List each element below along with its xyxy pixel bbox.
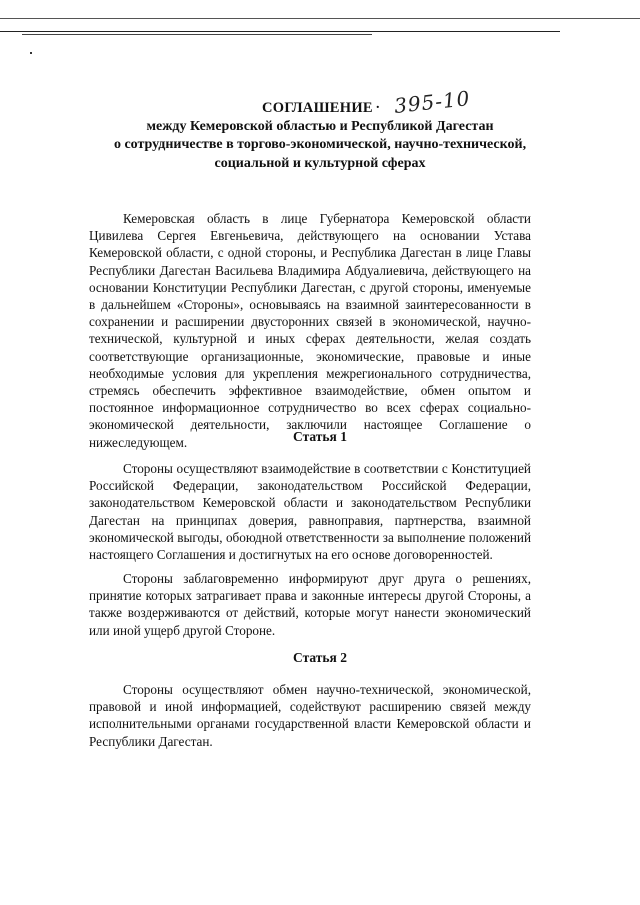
preamble-paragraph: Кемеровская область в лице Губернатора Кемеровской области Цивилева Сергея Евгеньевича, действующего на основании Устава Кемеровской области, с одной стороны, и Республика Дагестан в лице Главы Республики Дагестан Васильева Владимира Абдуалиевича, действующего на основании Конституции Республики Дагестан, с другой стороны, именуемые в дальнейшем «Стороны», основываясь на взаимной заинтересованности в сохранении и расширении двусторонних связей в экономической, научно-технической, культурной и иных сферах деятельности, желая создать соответствующие организационные, экономические, правовые и иные необходимые условия для укрепления межрегионального сотрудничества, стремясь обеспечить эффективное взаимодействие, обмен опытом и постоянное информационное сотрудничество во всех сферах социально-экономической деятельности, заключили настоящее Соглашение о нижеследующем.	[89, 211, 531, 450]
subtitle-line-1: между Кемеровской областью и Республикой Дагестан	[146, 119, 494, 134]
scan-artifact-line	[22, 34, 372, 35]
title-row	[0, 86, 640, 118]
article-1-heading: Статья 1	[293, 429, 347, 444]
document-title: СОГЛАШЕНИЕ	[262, 100, 373, 116]
subtitle-line-3: социальной и культурной сферах	[214, 156, 426, 171]
article-1-paragraph-1: Стороны осуществляют взаимодействие в соответствии с Конституцией Российской Федерации, законодательством Российской Федерации, законодательством Кемеровской области и законодательством Республики Дагестан на принципах доверия, равноправия, партнерства, взаимной экономической выгоды, обоюдной ответственности за выполнение положений настоящего Соглашения и достигнутых на его основе договоренностей.	[89, 461, 531, 563]
handwritten-registration-number: 395-10	[392, 86, 472, 118]
scan-artifact-line	[0, 31, 560, 32]
article-1-paragraph-2: Стороны заблаговременно информируют друг друга о решениях, принятие которых затрагивает права и законные интересы другой Стороны, а также воздерживаются от действий, которые могут нанести экономический или иной ущерб другой Стороне.	[89, 571, 531, 638]
article-2-paragraph-1: Стороны осуществляют обмен научно-технической, экономической, правовой и иной информацией, содействуют расширению связей между исполнительными органами государственной власти Кемеровской области и Республики Дагестан.	[89, 682, 531, 749]
title-dot: .	[376, 97, 380, 112]
scan-artifact-line	[0, 18, 640, 19]
subtitle-line-2: о сотрудничестве в торгово-экономической, научно-технической,	[113, 137, 527, 152]
article-2-heading: Статья 2	[293, 650, 347, 665]
scan-artifact-dot	[30, 52, 32, 54]
